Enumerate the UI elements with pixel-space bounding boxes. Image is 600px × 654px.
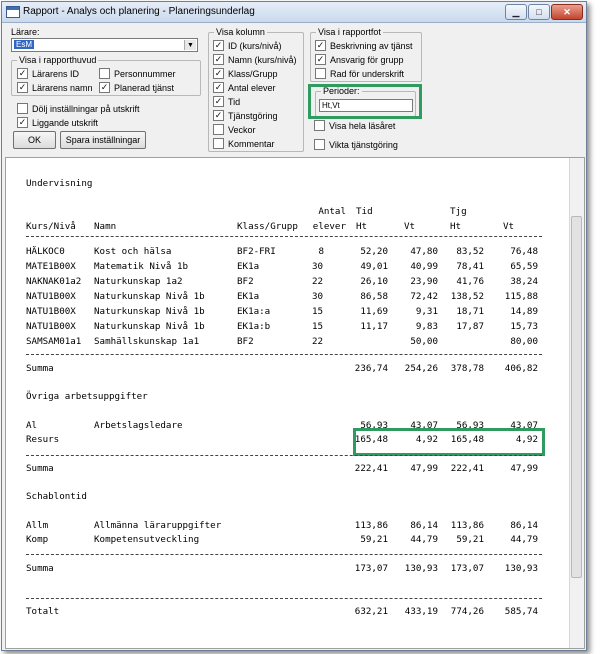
checkbox-label: Veckor — [228, 124, 256, 135]
cell-tjg-vt: 86,14 — [510, 520, 538, 531]
header-kurs-niva: Kurs/Nivå — [26, 221, 76, 232]
cell-namn: Naturkunskap 1a2 — [94, 276, 183, 287]
cell-tjg-vt: 130,93 — [504, 563, 538, 574]
divider — [26, 455, 542, 456]
cell-tjg-ht: 17,87 — [456, 321, 484, 332]
checkbox-box[interactable] — [314, 120, 325, 131]
checkbox-box[interactable]: ✓ — [214, 96, 223, 106]
checkbox-kommentar[interactable] — [213, 138, 275, 149]
checkbox-label: Namn (kurs/nivå) — [228, 54, 297, 65]
window-icon — [6, 6, 20, 18]
cell-klass: EK1a — [237, 291, 260, 302]
maximize-button[interactable] — [528, 4, 550, 20]
cell-namn: Naturkunskap Nivå 1b — [94, 291, 205, 302]
scrollbar-thumb[interactable] — [571, 216, 582, 578]
header-namn: Namn — [94, 221, 117, 232]
cell-kurs: Komp — [26, 534, 49, 545]
cell-namn: Kost och hälsa — [94, 246, 172, 257]
cell-kurs: Resurs — [26, 434, 60, 445]
table-row — [6, 306, 566, 320]
checkbox-label: Tjänstgöring — [228, 110, 278, 121]
cell-tjg-ht: 774,26 — [450, 606, 484, 617]
cell-namn: Naturkunskap Nivå 1b — [94, 321, 205, 332]
cell-tid-vt: 43,07 — [410, 420, 438, 431]
cell-tjg-ht: 83,52 — [456, 246, 484, 257]
visa-rapporthuvud-title: Visa i rapporthuvud — [19, 55, 97, 65]
checkbox-tid[interactable] — [213, 96, 240, 107]
minimize-button[interactable] — [505, 4, 527, 20]
cell-tjg-vt: 76,48 — [510, 246, 538, 257]
cell-antal: 30 — [312, 261, 324, 272]
cell-kurs: NATU1B00X — [26, 291, 76, 302]
table-row — [6, 321, 566, 335]
cell-antal: 22 — [312, 336, 324, 347]
cell-tid-ht: 11,17 — [360, 321, 388, 332]
resurs-highlight — [353, 428, 545, 456]
checkbox-box[interactable]: ✓ — [214, 110, 223, 120]
cell-tid-ht: 165,48 — [354, 434, 388, 445]
spara-installningar-button[interactable]: Spara inställningar — [60, 131, 146, 149]
cell-namn: Matematik Nivå 1b — [94, 261, 189, 272]
checkbox-label: Lärarens namn — [32, 82, 93, 93]
cell-tid-ht: 59,21 — [360, 534, 388, 545]
cell-namn: Allmänna läraruppgifter — [94, 520, 222, 531]
checkbox-label: Tid — [228, 96, 241, 107]
checkbox-planerad-tjanst[interactable] — [99, 82, 174, 93]
cell-tjg-ht: 138,52 — [450, 291, 484, 302]
cell-tjg-ht: 173,07 — [450, 563, 484, 574]
cell-tjg-vt: 4,92 — [515, 434, 538, 445]
vertical-scrollbar[interactable] — [569, 158, 584, 648]
checkbox-liggande-utskrift[interactable] — [17, 117, 98, 128]
summa-label: Summa — [26, 563, 54, 574]
cell-tid-ht: 173,07 — [354, 563, 388, 574]
cell-tid-vt: 23,90 — [410, 276, 438, 287]
header-tid-vt: Vt — [404, 221, 416, 232]
cell-tjg-vt: 44,79 — [510, 534, 538, 545]
cell-tjg-ht: 165,48 — [450, 434, 484, 445]
cell-tid-vt: 47,99 — [410, 463, 438, 474]
checkbox-dolj-installningar[interactable] — [17, 103, 140, 114]
checkbox-label: Kommentar — [228, 138, 275, 149]
cell-tid-vt: 433,19 — [404, 606, 438, 617]
close-icon: ✕ — [563, 6, 571, 17]
checkbox-box[interactable] — [99, 68, 110, 79]
checkbox-lararens-id[interactable] — [17, 68, 79, 79]
cell-antal: 8 — [318, 246, 324, 257]
checkbox-label: Visa hela läsåret — [329, 120, 396, 131]
section-ovriga: Övriga arbetsuppgifter — [26, 391, 148, 402]
checkbox-box[interactable] — [213, 138, 224, 149]
cell-tjg-ht: 78,41 — [456, 261, 484, 272]
cell-namn: Samhällskunskap 1a1 — [94, 336, 200, 347]
cell-tjg-ht: 59,21 — [456, 534, 484, 545]
cell-namn: Naturkunskap Nivå 1b — [94, 306, 205, 317]
checkbox-label: Personnummer — [114, 68, 176, 79]
checkbox-beskrivning-av-tjanst[interactable] — [315, 40, 413, 51]
summa-label: Summa — [26, 463, 54, 474]
checkbox-label: Liggande utskrift — [32, 117, 99, 128]
table-row — [6, 246, 566, 260]
header-tjg-ht: Ht — [450, 221, 462, 232]
checkbox-antal-elever[interactable] — [213, 82, 276, 93]
section-schablontid: Schablontid — [26, 491, 87, 502]
cell-tid-vt: 9,31 — [415, 306, 438, 317]
cell-tjg-vt: 38,24 — [510, 276, 538, 287]
cell-tjg-vt: 406,82 — [504, 363, 538, 374]
divider — [26, 354, 542, 355]
totalt-row — [6, 606, 566, 620]
summa-row-schablontid — [6, 563, 566, 577]
cell-namn: Kompetensutveckling — [94, 534, 200, 545]
cell-tid-vt: 72,42 — [410, 291, 438, 302]
checkbox-label: Vikta tjänstgöring — [329, 139, 398, 150]
checkbox-box[interactable] — [314, 139, 325, 150]
cell-kurs: MATE1B00X — [26, 261, 76, 272]
checkbox-box[interactable] — [315, 68, 326, 79]
header-tid-ht: Ht — [356, 221, 368, 232]
section-undervisning: Undervisning — [26, 178, 93, 189]
cell-antal: 15 — [312, 306, 324, 317]
summa-row-undervisning — [6, 363, 566, 377]
cell-tid-ht: 632,21 — [354, 606, 388, 617]
perioder-input[interactable]: Ht,Vt — [319, 99, 413, 112]
checkbox-ansvarig-for-grupp[interactable] — [315, 54, 404, 65]
chevron-down-icon[interactable]: ▼ — [184, 40, 196, 50]
table-row — [6, 520, 566, 534]
table-row — [6, 261, 566, 275]
checkbox-box[interactable]: ✓ — [214, 40, 223, 50]
cell-tjg-vt: 15,73 — [510, 321, 538, 332]
checkbox-box[interactable]: ✓ — [214, 68, 223, 78]
checkbox-personnummer[interactable] — [99, 68, 176, 79]
checkbox-box[interactable]: ✓ — [316, 54, 325, 64]
report-preview[interactable] — [5, 157, 585, 649]
table-row — [6, 336, 566, 350]
cell-kurs: Al — [26, 420, 38, 431]
checkbox-box[interactable]: ✓ — [214, 54, 223, 64]
cell-tjg-ht: 18,71 — [456, 306, 484, 317]
maximize-icon: □ — [536, 7, 542, 17]
checkbox-label: Planerad tjänst — [114, 82, 175, 93]
checkbox-box[interactable]: ✓ — [316, 40, 325, 50]
header-tjg: Tjg — [450, 206, 467, 217]
minimize-icon: ▁ — [512, 6, 520, 17]
perioder-highlight — [308, 84, 422, 119]
larare-select[interactable] — [11, 38, 198, 52]
cell-namn: Arbetslagsledare — [94, 420, 183, 431]
cell-klass: BF2-FRI — [237, 246, 276, 257]
cell-tid-vt: 254,26 — [404, 363, 438, 374]
table-row — [6, 534, 566, 548]
close-button[interactable] — [551, 4, 583, 20]
cell-antal: 15 — [312, 321, 324, 332]
checkbox-label: ID (kurs/nivå) — [228, 40, 282, 51]
cell-antal: 30 — [312, 291, 324, 302]
window-title: Rapport - Analys och planering - Planeringsunderlag — [23, 6, 255, 17]
cell-tid-ht: 113,86 — [354, 520, 388, 531]
cell-tjg-vt: 47,99 — [510, 463, 538, 474]
checkbox-label: Antal elever — [228, 82, 276, 93]
totalt-label: Totalt — [26, 606, 60, 617]
cell-klass: EK1a — [237, 261, 260, 272]
cell-tjg-ht: 41,76 — [456, 276, 484, 287]
larare-label: Lärare: — [11, 27, 40, 37]
visa-kolumn-group — [208, 27, 304, 152]
checkbox-box[interactable]: ✓ — [18, 68, 27, 78]
cell-antal: 22 — [312, 276, 324, 287]
checkbox-box[interactable]: ✓ — [100, 82, 109, 92]
header-tjg-vt: Vt — [503, 221, 515, 232]
larare-value: EsM — [16, 40, 32, 49]
cell-tjg-vt: 115,88 — [504, 291, 538, 302]
cell-tid-vt: 130,93 — [404, 563, 438, 574]
checkbox-label: Ansvarig för grupp — [330, 54, 404, 65]
cell-tjg-ht: 222,41 — [450, 463, 484, 474]
header-klass-grupp: Klass/Grupp — [237, 221, 298, 232]
perioder-label: Perioder: — [323, 86, 360, 96]
cell-tjg-ht: 113,86 — [450, 520, 484, 531]
checkbox-klass-grupp[interactable] — [213, 68, 278, 79]
visa-rapporthuvud-group — [11, 55, 201, 96]
cell-tid-ht: 49,01 — [360, 261, 388, 272]
checkbox-tjanstgoring[interactable] — [213, 110, 278, 121]
cell-tid-ht: 236,74 — [354, 363, 388, 374]
divider — [26, 598, 542, 599]
checkbox-label: Dölj inställningar på utskrift — [32, 103, 140, 114]
cell-tid-vt: 47,80 — [410, 246, 438, 257]
divider — [26, 554, 542, 555]
cell-tjg-vt: 80,00 — [510, 336, 538, 347]
undervisning-rows — [6, 246, 566, 356]
checkbox-namn-kurs-niva[interactable] — [213, 54, 297, 65]
checkbox-box[interactable] — [17, 103, 28, 114]
cell-klass: BF2 — [237, 336, 254, 347]
checkbox-box[interactable] — [213, 124, 224, 135]
cell-tjg-vt: 585,74 — [504, 606, 538, 617]
cell-klass: EK1a:b — [237, 321, 271, 332]
ok-button[interactable]: OK — [13, 131, 56, 149]
cell-tjg-ht: 378,78 — [450, 363, 484, 374]
cell-tid-vt: 9,83 — [415, 321, 438, 332]
checkbox-rad-for-underskrift[interactable] — [315, 68, 404, 79]
visa-rapportfot-group — [310, 27, 422, 82]
cell-kurs: SAMSAM01a1 — [26, 336, 82, 347]
checkbox-lararens-namn[interactable] — [17, 82, 93, 93]
checkbox-label: Beskrivning av tjänst — [330, 40, 413, 51]
checkbox-label: Lärarens ID — [32, 68, 80, 79]
header-tid: Tid — [356, 206, 373, 217]
cell-kurs: NATU1B00X — [26, 306, 76, 317]
cell-tid-ht: 26,10 — [360, 276, 388, 287]
checkbox-veckor[interactable] — [213, 124, 256, 135]
header-elever: elever — [312, 221, 346, 232]
checkbox-vikta-tjanstgoring[interactable] — [314, 139, 398, 150]
summa-row-ovriga — [6, 463, 566, 477]
checkbox-id-kurs-niva[interactable] — [213, 40, 282, 51]
cell-tjg-vt: 43,07 — [510, 420, 538, 431]
cell-tjg-vt: 14,89 — [510, 306, 538, 317]
checkbox-label: Rad för underskrift — [330, 68, 405, 79]
visa-rapportfot-title: Visa i rapportfot — [318, 27, 381, 37]
cell-klass: EK1a:a — [237, 306, 271, 317]
cell-tid-vt: 40,99 — [410, 261, 438, 272]
summa-label: Summa — [26, 363, 54, 374]
title-bar[interactable] — [2, 2, 586, 23]
cell-tid-ht: 222,41 — [354, 463, 388, 474]
cell-kurs: HÄLKOC0 — [26, 246, 65, 257]
table-row — [6, 276, 566, 290]
cell-tid-ht: 86,58 — [360, 291, 388, 302]
cell-kurs: NATU1B00X — [26, 321, 76, 332]
cell-tid-ht: 56,93 — [360, 420, 388, 431]
cell-tid-vt: 50,00 — [410, 336, 438, 347]
checkbox-box[interactable]: ✓ — [18, 82, 27, 92]
checkbox-label: Klass/Grupp — [228, 68, 278, 79]
cell-tjg-vt: 65,59 — [510, 261, 538, 272]
table-row — [6, 291, 566, 305]
checkbox-visa-hela-lasaret[interactable] — [314, 120, 395, 131]
cell-klass: BF2 — [237, 276, 254, 287]
checkbox-box[interactable]: ✓ — [214, 82, 223, 92]
visa-kolumn-title: Visa kolumn — [216, 27, 265, 37]
divider — [26, 236, 542, 237]
cell-tid-vt: 4,92 — [415, 434, 438, 445]
cell-kurs: Allm — [26, 520, 49, 531]
checkbox-box[interactable]: ✓ — [18, 117, 27, 127]
cell-tid-vt: 86,14 — [410, 520, 438, 531]
cell-tid-vt: 44,79 — [410, 534, 438, 545]
cell-tid-ht: 52,20 — [360, 246, 388, 257]
cell-tid-ht: 11,69 — [360, 306, 388, 317]
report-window — [1, 1, 587, 651]
cell-tjg-ht: 56,93 — [456, 420, 484, 431]
header-antal: Antal — [318, 206, 346, 217]
cell-kurs: NAKNAK01a2 — [26, 276, 82, 287]
